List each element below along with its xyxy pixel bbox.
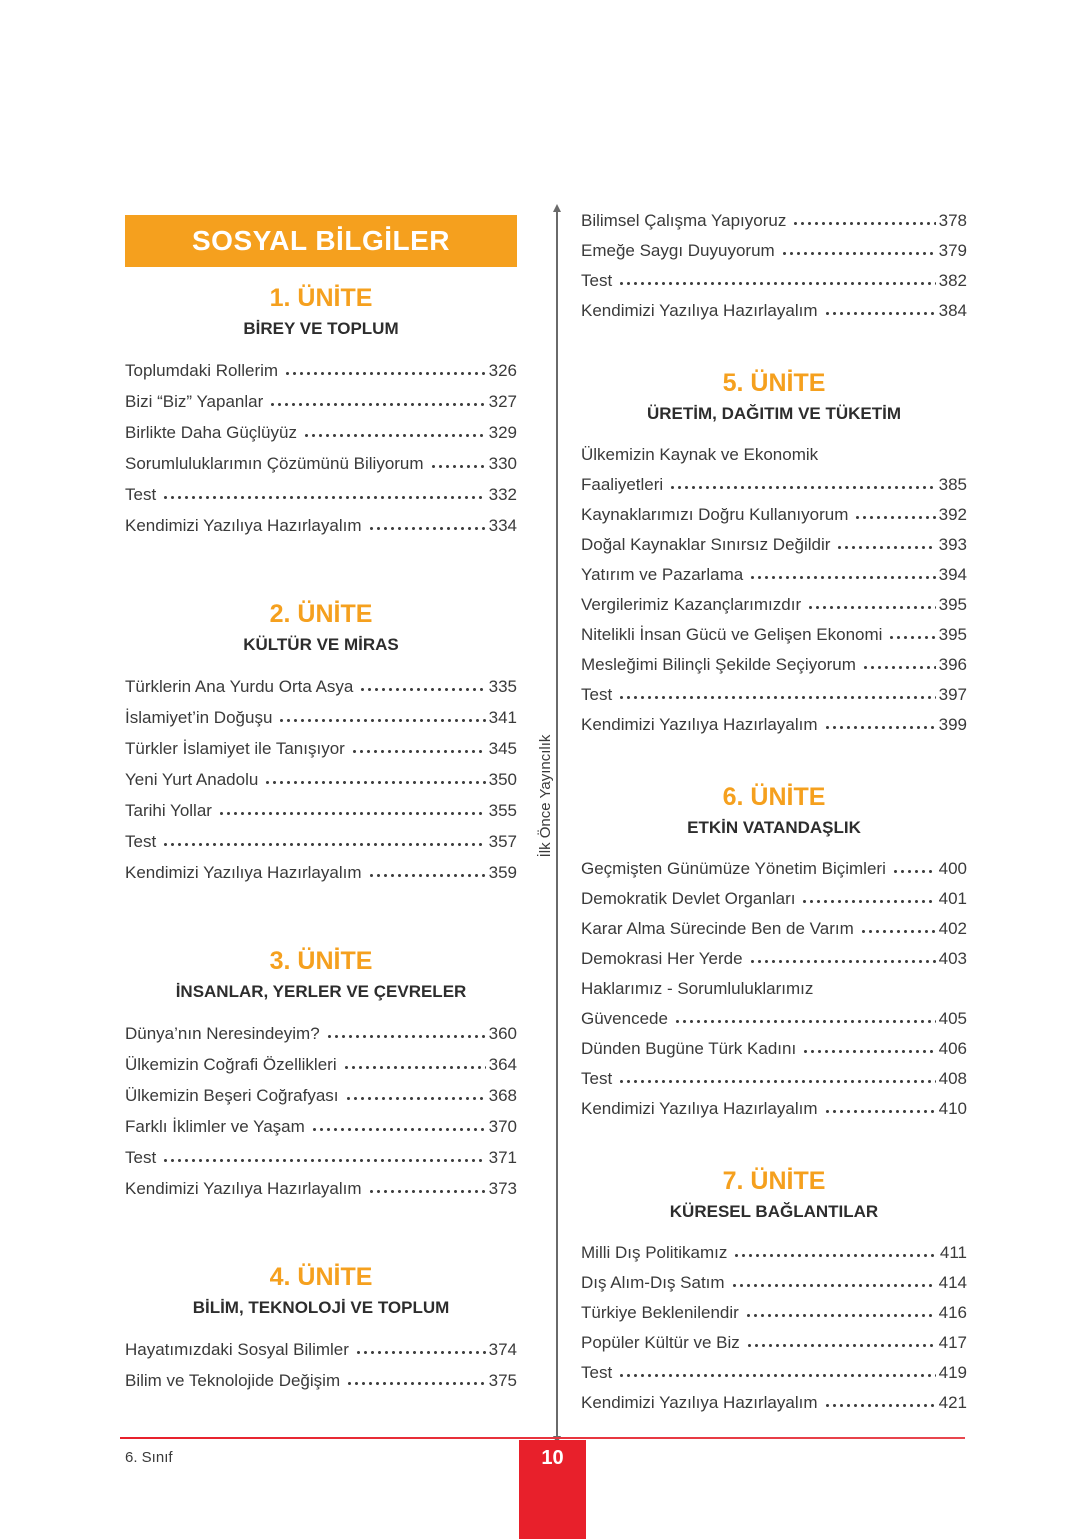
toc-entry-page-number: 360 [488,1024,517,1043]
unit-number: 2. ÜNİTE [269,600,373,628]
unit-block [125,1262,517,1396]
dot-leader [807,605,936,610]
toc-entry [125,1018,517,1049]
divider-line [556,210,558,1438]
toc-entry-label: Demokrasi Her Yerde [581,949,743,968]
unit-title: BİREY VE TOPLUM [243,319,399,338]
toc-entry-row [581,620,967,650]
unit-block [125,283,517,541]
toc-entry-label: İslamiyet’in Doğuşu [125,708,273,727]
toc-entry-page-number: 400 [938,859,967,878]
toc-entry-row [581,884,967,914]
toc-entry [125,671,517,702]
toc-entry [581,1328,967,1358]
toc-entry-row [581,710,967,740]
toc-entry-label: Test [125,485,157,504]
toc-entry-page-number: 410 [938,1099,967,1118]
toc-entry-page-number: 370 [488,1117,517,1136]
toc-entry-label: Geçmişten Günümüze Yönetim Biçimleri [581,859,886,878]
toc-entry-page-number: 378 [938,211,967,230]
toc-entry-label: Ülkemizin Beşeri Coğrafyası [125,1086,339,1105]
dot-leader [218,811,486,816]
toc-entry-label: Nitelikli İnsan Gücü ve Gelişen Ekonomi [581,625,883,644]
dot-leader [731,1283,936,1288]
toc-entry-page-number: 330 [488,454,517,473]
toc-entry-label: Faaliyetleri [581,475,664,494]
toc-entry-label: Güvencede [581,1009,668,1028]
toc-entry-row [125,1334,517,1365]
toc-entry-label: Dünden Bugüne Türk Kadını [581,1039,797,1058]
unit-number: 7. ÜNİTE [722,1167,826,1195]
toc-entry-page-number: 419 [938,1363,967,1382]
toc-entry-row [125,1018,517,1049]
dot-leader [824,311,936,316]
toc-entry [581,206,967,236]
unit-number: 5. ÜNİTE [722,369,826,397]
toc-entry-page-number: 341 [488,708,517,727]
toc-entry [581,236,967,266]
toc-entry-label: Test [581,1363,613,1382]
toc-entry-label: Türklerin Ana Yurdu Orta Asya [125,677,354,696]
toc-entry [125,386,517,417]
toc-entry-page-number: 417 [938,1333,967,1352]
toc-entry [581,1034,967,1064]
toc-entry-row [581,1328,967,1358]
unit-block [581,782,967,1124]
dot-leader [836,545,935,550]
toc-entry [125,795,517,826]
toc-entry-row [125,1365,517,1396]
toc-entry [581,974,967,1034]
dot-leader [824,1109,936,1114]
dot-leader [278,718,485,723]
toc-entry [581,500,967,530]
toc-entry-label: Yeni Yurt Anadolu [125,770,259,789]
toc-entry-label: Test [125,1148,157,1167]
toc-entry-label: Hayatımızdaki Sosyal Bilimler [125,1340,349,1359]
toc-entry [125,1080,517,1111]
toc-entry-label: Dış Alım-Dış Satım [581,1273,725,1292]
toc-entry [581,620,967,650]
dot-leader [669,485,935,490]
toc-entry-page-number: 359 [488,863,517,882]
toc-entry-page-number: 416 [938,1303,967,1322]
toc-entry-row [581,500,967,530]
toc-entry-label: Test [581,271,613,290]
unit-number: 4. ÜNİTE [269,1263,373,1291]
toc-entry [581,440,967,500]
dot-leader [892,869,936,874]
dot-leader [264,780,485,785]
unit-title: ÜRETİM, DAĞITIM VE TÜKETİM [646,404,902,423]
toc-entry-label-line1: Ülkemizin Kaynak ve Ekonomik [581,445,819,464]
dot-leader [430,464,486,469]
toc-entry-label: Farklı İklimler ve Yaşam [125,1117,305,1136]
toc-entry [581,296,967,326]
toc-entry-row [125,510,517,541]
dot-leader [269,402,485,407]
toc-entry-page-number: 364 [488,1055,517,1074]
toc-entry [125,1365,517,1396]
dot-leader [355,1350,486,1355]
toc-entry-label: Emeğe Saygı Duyuyorum [581,241,775,260]
toc-entry-row [125,764,517,795]
toc-entry-row [581,854,967,884]
toc-entry-label: Mesleğimi Bilinçli Şekilde Seçiyorum [581,655,856,674]
dot-leader [326,1034,486,1039]
toc-entry-page-number: 355 [488,801,517,820]
toc-entry-label: Kendimizi Yazılıya Hazırlayalım [125,863,362,882]
toc-entry-row [581,1004,967,1034]
toc-entry-row [581,944,967,974]
toc-entry-row [125,702,517,733]
toc-entry [581,560,967,590]
unit-number: 3. ÜNİTE [269,947,373,975]
dot-leader [311,1127,486,1132]
toc-entry-page-number: 397 [938,685,967,704]
toc-entry-label: Milli Dış Politikamız [581,1243,728,1262]
toc-entry [581,914,967,944]
book-title: SOSYAL BİLGİLER [192,225,450,256]
toc-entry-row [125,386,517,417]
dot-leader [618,1079,935,1084]
dot-leader [824,725,936,730]
toc-entry-page-number: 399 [938,715,967,734]
toc-entry-page-number: 326 [488,361,517,380]
toc-entry-label: Doğal Kaynaklar Sınırsız Değildir [581,535,831,554]
toc-entry-page-number: 327 [488,392,517,411]
toc-entry-page-number: 402 [938,919,967,938]
toc-entry [581,1064,967,1094]
toc-entry [125,1334,517,1365]
toc-entry [581,266,967,296]
dot-leader [733,1253,936,1258]
toc-entry-page-number: 384 [938,301,967,320]
toc-entry-label-line1: Haklarımız - Sorumluluklarımız [581,979,814,998]
toc-entry-row [125,1142,517,1173]
dot-leader [781,251,936,256]
toc-entry-label: Dünya’nın Neresindeyim? [125,1024,320,1043]
toc-entry-label: Test [581,685,613,704]
dot-leader [674,1019,936,1024]
toc-entry-row [125,355,517,386]
toc-entry-label: Kendimizi Yazılıya Hazırlayalım [581,1099,818,1118]
toc-entry-row [581,266,967,296]
toc-entry-page-number: 382 [938,271,967,290]
dot-leader [343,1065,486,1070]
toc-entry-row [125,826,517,857]
toc-entry [581,590,967,620]
toc-entry-row [125,479,517,510]
toc-entry-page-number: 345 [488,739,517,758]
toc-entry-label: Kendimizi Yazılıya Hazırlayalım [125,516,362,535]
toc-entry-page-number: 379 [938,241,967,260]
toc-entry-label: Birlikte Daha Güçlüyüz [125,423,297,442]
unit-title: ETKİN VATANDAŞLIK [687,818,861,837]
toc-entry [581,1388,967,1418]
toc-entry-page-number: 371 [488,1148,517,1167]
toc-entry [125,826,517,857]
dot-leader [618,695,935,700]
toc-entry [125,1142,517,1173]
unit-number: 6. ÜNİTE [722,783,826,811]
dot-leader [802,1049,935,1054]
toc-entry-label: Kendimizi Yazılıya Hazırlayalım [581,301,818,320]
toc-entry [581,1298,967,1328]
toc-entry-label: Test [125,832,157,851]
toc-entry-row [581,1238,967,1268]
toc-entry-row [581,914,967,944]
toc-entry-label: Ülkemizin Coğrafi Özellikleri [125,1055,337,1074]
toc-entry-page-number: 408 [938,1069,967,1088]
toc-entry-label: Karar Alma Sürecinde Ben de Varım [581,919,854,938]
toc-entry-row [581,1298,967,1328]
dot-leader [854,515,935,520]
dot-leader [745,1313,936,1318]
dot-leader [345,1096,486,1101]
toc-entry-page-number: 394 [938,565,967,584]
toc-entry-row [581,470,967,500]
dot-leader [162,495,485,500]
toc-entry-row [581,206,967,236]
toc-entry-row [581,590,967,620]
toc-entry-row [581,1034,967,1064]
toc-entry-label: Sorumluluklarımın Çözümünü Biliyorum [125,454,424,473]
dot-leader [368,526,486,531]
toc-entry [581,854,967,884]
toc-entry-label: Vergilerimiz Kazançlarımızdır [581,595,802,614]
unit-block [125,946,517,1204]
publisher-vertical-text: İlk Önce Yayıncılık [537,727,554,866]
dot-leader [801,899,935,904]
toc-entry-row [581,1358,967,1388]
toc-entry [125,510,517,541]
dot-leader [368,873,486,878]
toc-entry-page-number: 375 [488,1371,517,1390]
toc-entry [125,857,517,888]
dot-leader [284,371,486,376]
toc-entry-page-number: 411 [939,1243,967,1262]
page-number-box [519,1440,586,1539]
unit-title: BİLİM, TEKNOLOJİ VE TOPLUM [192,1298,450,1317]
toc-entry-label: Toplumdaki Rollerim [125,361,279,380]
toc-entry [125,733,517,764]
toc-entry-label: Popüler Kültür ve Biz [581,1333,740,1352]
dot-leader [888,635,935,640]
toc-entry-page-number: 357 [488,832,517,851]
grade-label: 6. Sınıf [125,1449,173,1466]
toc-entry-label: Kendimizi Yazılıya Hazırlayalım [581,1393,818,1412]
unit-block [581,1166,967,1418]
dot-leader [162,1158,485,1163]
toc-entry-row [581,1388,967,1418]
dot-leader [303,433,486,438]
toc-entry-row [581,236,967,266]
toc-entry [125,1049,517,1080]
toc-entry-label: Kendimizi Yazılıya Hazırlayalım [581,715,818,734]
toc-entry-label: Bilimsel Çalışma Yapıyoruz [581,211,787,230]
toc-entry-page-number: 368 [488,1086,517,1105]
unit-title: KÜRESEL BAĞLANTILAR [669,1202,879,1221]
dot-leader [351,749,486,754]
toc-entry-page-number: 403 [938,949,967,968]
toc-entry-row [125,857,517,888]
toc-entry [581,1238,967,1268]
toc-entry-page-number: 374 [488,1340,517,1359]
dot-leader [862,665,936,670]
dot-leader [860,929,936,934]
unit-block [125,599,517,888]
toc-entry-row [125,1049,517,1080]
toc-entry-page-number: 393 [938,535,967,554]
toc-entry-page-number: 385 [938,475,967,494]
toc-entry-page-number: 396 [938,655,967,674]
toc-entry-row [581,560,967,590]
dot-leader [368,1189,486,1194]
toc-entry-row [125,448,517,479]
toc-entry [125,479,517,510]
toc-entry [581,650,967,680]
toc-entry [125,448,517,479]
page-number: 10 [541,1447,564,1469]
toc-entry-page-number: 392 [938,505,967,524]
toc-entry-label: Türkler İslamiyet ile Tanışıyor [125,739,345,758]
dot-leader [618,1373,935,1378]
toc-entry-label: Kendimizi Yazılıya Hazırlayalım [125,1179,362,1198]
unit-continuation-block [581,206,967,326]
toc-entry-label: Demokratik Devlet Organları [581,889,796,908]
toc-entry-row [581,1064,967,1094]
toc-entry-page-number: 329 [488,423,517,442]
dot-leader [792,221,935,226]
unit-block [581,368,967,740]
toc-entry-label: Türkiye Beklenilendir [581,1303,739,1322]
footer-rule [120,1437,965,1439]
unit-number: 1. ÜNİTE [269,284,373,312]
toc-entry-row [581,680,967,710]
toc-entry-row [125,671,517,702]
toc-entry [581,1094,967,1124]
unit-title: İNSANLAR, YERLER VE ÇEVRELER [175,982,467,1001]
toc-entry-page-number: 350 [488,770,517,789]
toc-entry [125,702,517,733]
column-right [581,206,967,1418]
toc-entry [581,710,967,740]
toc-entry-label: Test [581,1069,613,1088]
column-left [125,215,517,1396]
dot-leader [824,1403,936,1408]
toc-entry-label: Bilim ve Teknolojide Değişim [125,1371,341,1390]
toc-entry [125,417,517,448]
toc-entry-page-number: 373 [488,1179,517,1198]
toc-entry-label: Yatırım ve Pazarlama [581,565,744,584]
toc-entry-page-number: 395 [938,595,967,614]
toc-entry-page-number: 406 [938,1039,967,1058]
toc-entry [125,355,517,386]
toc-entry [581,530,967,560]
toc-entry-row [581,1268,967,1298]
dot-leader [162,842,485,847]
toc-entry-row [581,650,967,680]
dot-leader [749,575,935,580]
toc-entry-label: Tarihi Yollar [125,801,212,820]
toc-entry-page-number: 405 [938,1009,967,1028]
toc-entry [581,1268,967,1298]
book-title-banner [125,215,517,267]
toc-entry-row [125,1111,517,1142]
toc-entry-row [581,296,967,326]
toc-entry-page-number: 395 [938,625,967,644]
toc-entry-label: Kaynaklarımızı Doğru Kullanıyorum [581,505,849,524]
toc-entry [125,764,517,795]
toc-entry-row [581,530,967,560]
toc-entry-row [125,1080,517,1111]
toc-entry [581,680,967,710]
column-divider [537,204,562,1444]
toc-entry [581,944,967,974]
dot-leader [359,687,485,692]
toc-entry-row [125,417,517,448]
toc-entry-row [581,1094,967,1124]
toc-entry-page-number: 401 [938,889,967,908]
toc-entry-page-number: 421 [938,1393,967,1412]
toc-entry [125,1173,517,1204]
dot-leader [749,959,936,964]
toc-entry-row [125,733,517,764]
toc-entry-row [125,1173,517,1204]
toc-entry-page-number: 332 [488,485,517,504]
toc-entry [125,1111,517,1142]
toc-entry-label: Bizi “Biz” Yapanlar [125,392,264,411]
toc-entry [581,884,967,914]
dot-leader [346,1381,486,1386]
unit-title: KÜLTÜR VE MİRAS [243,635,399,654]
toc-entry-page-number: 334 [488,516,517,535]
toc-entry-row [125,795,517,826]
dot-leader [746,1343,936,1348]
toc-entry-page-number: 335 [488,677,517,696]
toc-entry [581,1358,967,1388]
dot-leader [618,281,935,286]
toc-entry-page-number: 414 [938,1273,967,1292]
